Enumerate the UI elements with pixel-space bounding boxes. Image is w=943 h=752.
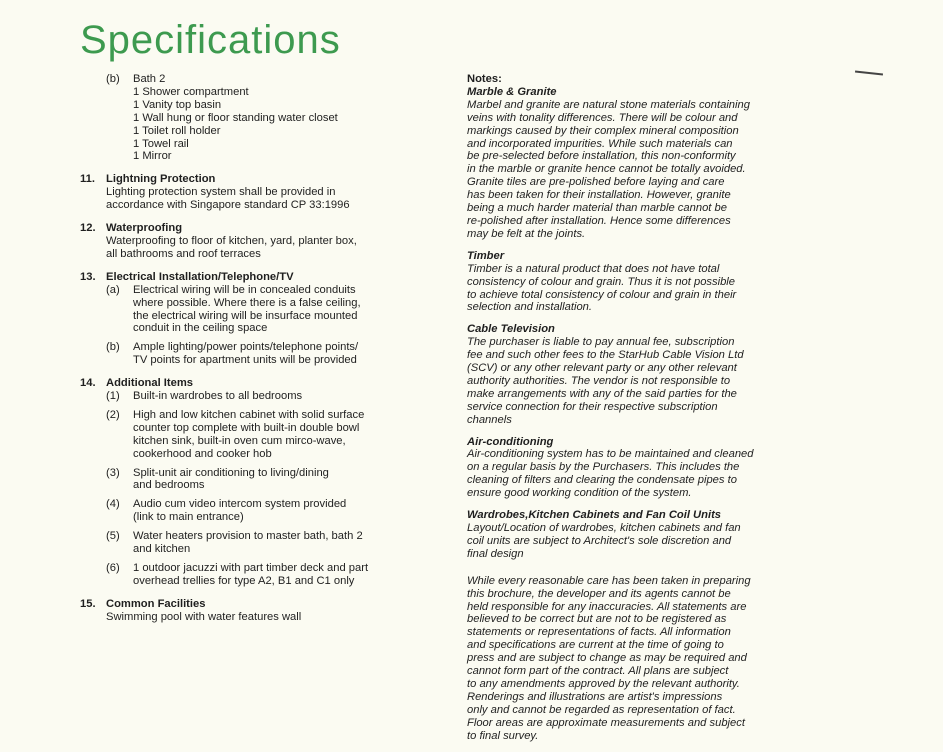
body-line: accordance with Singapore standard CP 33:1996: [106, 199, 350, 212]
body-line: Floor areas are approximate measurements and subject: [467, 716, 745, 729]
list-item: 1 Toilet roll holder: [133, 124, 221, 137]
body-line: markings caused by their complex mineral composition: [467, 124, 739, 137]
list-item: [80, 562, 450, 588]
list-item: 1 Shower compartment: [133, 85, 249, 98]
body-line: and kitchen: [133, 543, 191, 556]
note-air-conditioning: [467, 436, 829, 501]
body-line: this brochure, the developer and its agents cannot be: [467, 587, 731, 600]
item-label: (1): [106, 390, 120, 403]
list-item: [80, 341, 450, 367]
note-title: Marble & Granite: [467, 85, 557, 98]
item-label: (b): [106, 341, 120, 354]
section-title: Waterproofing: [106, 222, 183, 235]
note-title: Air-conditioning: [467, 435, 554, 448]
body-line: final design: [467, 547, 524, 560]
note-disclaimer: [467, 575, 829, 743]
item-label: (a): [106, 283, 120, 296]
body-line: (link to main entrance): [133, 511, 244, 524]
section-lightning-protection: [80, 173, 450, 212]
body-line: make arrangements with any of the said parties for the: [467, 387, 737, 400]
body-line: 1 outdoor jacuzzi with part timber deck and part: [133, 562, 369, 574]
body-line: on a regular basis by the Purchasers. This includes the: [467, 461, 740, 474]
section-waterproofing: [80, 222, 450, 261]
body-line: Ample lighting/power points/telephone points/: [133, 341, 359, 354]
body-line: re-polished after installation. Hence some differences: [467, 214, 731, 227]
body-line: Lighting protection system shall be provided in: [106, 186, 336, 199]
section-number: 11.: [80, 173, 95, 186]
section-title: Electrical Installation/Telephone/TV: [106, 270, 294, 283]
body-line: The purchaser is liable to pay annual fee, subscription: [467, 336, 735, 349]
section-title: Common Facilities: [106, 597, 206, 610]
body-line: believed to be correct but are not to be registered as: [467, 613, 727, 626]
bath2-items: [80, 86, 450, 163]
body-line: Waterproofing to floor of kitchen, yard, planter box,: [106, 234, 357, 247]
body-line: where possible. Where there is a false ceiling,: [133, 296, 361, 309]
notes-column: [467, 73, 829, 752]
body-line: all bathrooms and roof terraces: [106, 247, 261, 260]
body-line: in the marble or granite hence cannot be totally avoided.: [467, 163, 746, 176]
body-line: Built-in wardrobes to all bedrooms: [133, 390, 303, 403]
section-title: Lightning Protection: [106, 173, 216, 186]
section-electrical: [80, 271, 450, 367]
body-line: the electrical wiring will be insurface mounted: [133, 309, 358, 322]
body-line: cannot form part of the contract. All plans are subject: [467, 665, 729, 678]
item-label: (4): [106, 498, 120, 511]
body-line: (SCV) or any other relevant party or any other relevant: [467, 362, 737, 375]
body-line: Air-conditioning system has to be maintained and cleaned: [467, 448, 754, 461]
body-line: Marbel and granite are natural stone materials containing: [467, 98, 750, 111]
body-line: Audio cum video intercom system provided: [133, 498, 347, 511]
body-line: Electrical wiring will be in concealed conduits: [133, 283, 356, 296]
body-line: Renderings and illustrations are artist's impressions: [467, 690, 723, 703]
body-line: to final survey.: [467, 729, 539, 742]
body-line: cleaning of filters and clearing the condensate pipes to: [467, 474, 737, 487]
page-title: Specifications: [80, 18, 341, 62]
specifications-column: [80, 73, 450, 634]
note-title: Wardrobes,Kitchen Cabinets and Fan Coil Units: [467, 509, 722, 522]
list-item: [80, 390, 450, 403]
note-title: Timber: [467, 249, 505, 262]
body-line: cookerhood and cooker hob: [133, 447, 272, 460]
body-line: Water heaters provision to master bath, bath 2: [133, 530, 363, 543]
body-line: coil units are subject to Architect's sole discretion and: [467, 534, 732, 547]
section-number: 13.: [80, 270, 96, 283]
body-line: being a much harder material than marble cannot be: [467, 202, 727, 215]
note-marble-granite: [467, 86, 829, 241]
note-cable-television: [467, 323, 829, 426]
body-line: to any amendments approved by the relevant authority.: [467, 677, 740, 690]
body-line: selection and installation.: [467, 301, 593, 314]
body-line: and specifications are current at the time of going to: [467, 639, 724, 652]
body-line: be pre-selected before installation, this non-conformity: [467, 150, 736, 163]
bath2-heading: Bath 2: [133, 73, 166, 85]
note-wardrobes: [467, 509, 829, 561]
bath2-section: [80, 73, 450, 163]
body-line: fee and such other fees to the StarHub Cable Vision Ltd: [467, 349, 744, 362]
body-line: Granite tiles are pre-polished before laying and care: [467, 176, 725, 189]
body-line: kitchen sink, built-in oven cum mirco-wave,: [133, 434, 346, 447]
body-line: veins with tonality differences. There will be colour and: [467, 111, 738, 124]
body-line: ensure good working condition of the system.: [467, 487, 692, 500]
item-label: (5): [106, 530, 120, 543]
body-line: While every reasonable care has been taken in preparing: [467, 574, 751, 587]
body-line: TV points for apartment units will be provided: [133, 354, 357, 367]
body-line: authority authorities. The vendor is not responsible to: [467, 374, 731, 387]
scan-mark: [855, 71, 883, 76]
body-line: only and cannot be regarded as representation of fact.: [467, 703, 736, 716]
list-item: 1 Towel rail: [133, 137, 189, 150]
section-number: 15.: [80, 597, 96, 610]
section-title: Additional Items: [106, 377, 194, 390]
list-item: 1 Wall hung or floor standing water closet: [133, 111, 338, 124]
section-additional-items: [80, 377, 450, 588]
item-label: (6): [106, 562, 120, 574]
list-item: 1 Vanity top basin: [133, 98, 222, 111]
list-item: [80, 467, 450, 493]
bath2-label: (b): [106, 73, 120, 85]
body-line: to achieve total consistency of colour and grain in their: [467, 288, 737, 301]
body-line: press and are subject to change as may be required and: [467, 652, 747, 665]
body-line: conduit in the ceiling space: [133, 322, 268, 335]
section-number: 12.: [80, 222, 96, 235]
body-line: counter top complete with built-in double bowl: [133, 421, 360, 434]
list-item: [80, 530, 450, 556]
item-label: (2): [106, 408, 120, 421]
body-line: may be felt at the joints.: [467, 227, 586, 240]
section-common-facilities: [80, 598, 450, 624]
list-item: [80, 498, 450, 524]
list-item: 1 Mirror: [133, 150, 172, 163]
body-line: Layout/Location of wardrobes, kitchen cabinets and fan: [467, 522, 741, 534]
list-item: [80, 284, 450, 336]
body-line: consistency of colour and grain. Thus it is not possible: [467, 275, 736, 288]
note-title: Cable Television: [467, 323, 555, 336]
body-line: channels: [467, 413, 512, 426]
body-line: and bedrooms: [133, 479, 205, 492]
body-line: statements or representations of facts. All information: [467, 626, 731, 639]
body-line: Swimming pool with water features wall: [106, 610, 302, 623]
item-label: (3): [106, 466, 120, 479]
body-line: High and low kitchen cabinet with solid surface: [133, 408, 365, 421]
notes-heading: Notes:: [467, 73, 502, 85]
body-line: overhead trellies for type A2, B1 and C1 only: [133, 574, 355, 587]
note-timber: [467, 250, 829, 315]
body-line: held responsible for any inaccuracies. All statements are: [467, 600, 747, 613]
body-line: service connection for their respective subscription: [467, 400, 718, 413]
body-line: and incorporated impurities. While such materials can: [467, 137, 733, 150]
body-line: Split-unit air conditioning to living/dining: [133, 466, 329, 479]
body-line: Timber is a natural product that does not have total: [467, 262, 720, 275]
body-line: has been taken for their installation. However, granite: [467, 189, 731, 202]
section-number: 14.: [80, 377, 96, 390]
list-item: [80, 409, 450, 461]
